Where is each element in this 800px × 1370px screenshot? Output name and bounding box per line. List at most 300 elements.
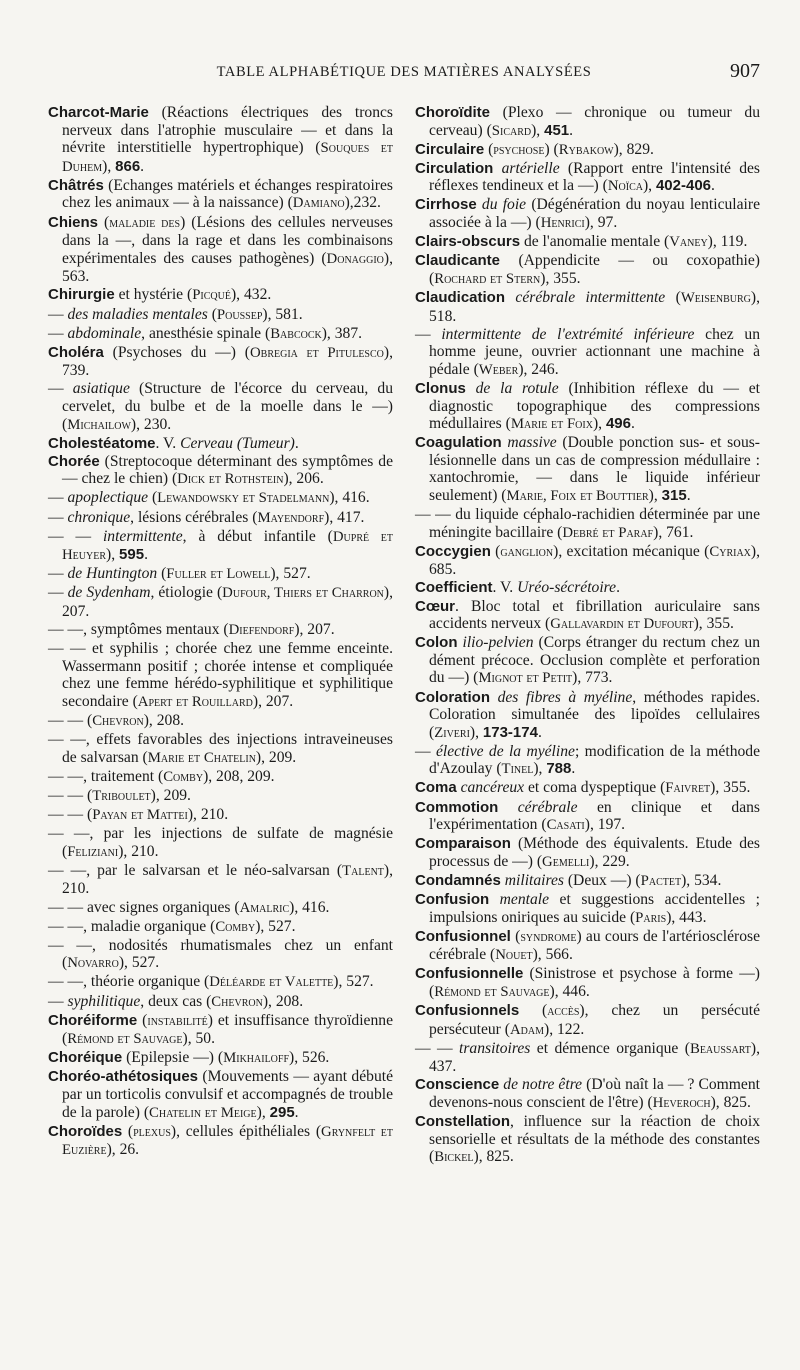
entry-text: .	[571, 760, 576, 778]
author-names: Poussep	[216, 306, 263, 323]
index-entry	[48, 768, 393, 787]
index-columns	[48, 104, 760, 1167]
index-entry	[415, 289, 760, 325]
headword: Confusionnels	[415, 1002, 520, 1020]
author-names: Beaussart	[689, 1040, 751, 1057]
entry-text: .	[294, 1103, 299, 1121]
entry-text: ), 432.	[230, 286, 272, 304]
headword: Claudication	[415, 288, 506, 306]
author-names: Apert et Rouillard	[137, 694, 253, 710]
index-entry	[415, 928, 760, 965]
entry-text: ), 527.	[270, 565, 311, 583]
entry-text: ) (	[544, 140, 559, 158]
author-names: Souques et Duhem	[62, 140, 394, 175]
headword: Choroïdite	[415, 104, 490, 121]
index-entry	[48, 489, 393, 508]
subentry-italic: de la rotule	[475, 379, 559, 397]
author-names: Tinel	[501, 761, 534, 778]
headword: Châtrés	[48, 176, 104, 194]
entry-text: (Echanges matériels et échanges respiratoires chez les animaux — à la naissance) (	[62, 176, 393, 212]
subentry-italic: cancéreux	[460, 779, 525, 797]
entry-text: ), 685.	[429, 542, 760, 579]
entry-text: —	[48, 324, 68, 342]
entry-text: ),	[106, 546, 120, 564]
subentry-italic: massive	[507, 434, 557, 452]
entry-text: ), 26.	[106, 1141, 140, 1159]
index-entry	[48, 787, 393, 806]
subentry-italic: artérielle	[501, 159, 560, 177]
index-entry	[48, 640, 393, 711]
entry-text	[490, 689, 498, 706]
subentry-italic: cérébrale intermittente	[515, 288, 666, 306]
index-entry	[48, 344, 393, 380]
entry-text: ), 208, 209.	[203, 767, 275, 785]
entry-text: de l'anomalie mentale (	[520, 233, 670, 251]
entry-text: ), 739.	[62, 343, 393, 380]
entry-text: , influence sur la réaction de choix sensorielle et résultats de la méthode des constantes (	[429, 1113, 760, 1166]
index-entry	[48, 380, 393, 434]
subentry-italic: Cerveau (Tumeur)	[180, 434, 295, 452]
entry-text: — —, maladie organique (	[48, 917, 216, 935]
entry-text: ), 197.	[584, 816, 626, 834]
entry-text: ),	[256, 1103, 270, 1121]
author-names: Damiano	[292, 195, 345, 212]
author-names: syndrome	[520, 928, 577, 945]
subentry-italic: ilio-pelvien	[462, 634, 534, 652]
entry-text: ), 825.	[473, 1148, 514, 1166]
author-names: Rémond et Sauvage	[67, 1031, 183, 1048]
author-names: Comby	[163, 768, 204, 785]
index-entry	[415, 835, 760, 871]
author-names: Marie et Foix	[510, 416, 593, 433]
entry-text: ), 355.	[710, 779, 751, 797]
subentry-italic: des fibres à myéline	[497, 688, 633, 706]
entry-text: , à début infantile (	[182, 527, 333, 545]
headword: Choréique	[48, 1049, 123, 1067]
author-names: Mignot et Petit	[478, 670, 573, 687]
author-names: Feliziani	[67, 843, 119, 860]
entry-text: , deux cas (	[140, 992, 212, 1010]
entry-text: (	[98, 213, 110, 231]
subentry-italic: apoplectique	[67, 489, 149, 507]
author-names: maladie des	[109, 214, 181, 231]
author-names: Marie et Chatelin	[147, 749, 256, 766]
author-names: Dupré et Heuyer	[62, 528, 393, 564]
entry-text: ), 50.	[182, 1030, 215, 1048]
entry-text: ; modification de la méthode d'Azoulay (	[429, 742, 761, 778]
index-entry	[48, 306, 393, 325]
entry-text: ), 829.	[613, 140, 654, 158]
index-entry	[48, 621, 393, 640]
entry-text: ), 97.	[584, 214, 618, 232]
author-names: Chevron	[211, 993, 263, 1010]
index-entry	[415, 1076, 760, 1112]
index-entry	[48, 453, 393, 489]
left-column	[48, 104, 393, 1167]
author-names: Faivret	[665, 780, 711, 797]
author-names: Michailow	[67, 416, 131, 433]
entry-text: ), 207.	[252, 693, 294, 710]
index-entry	[48, 973, 393, 992]
index-entry	[48, 1049, 393, 1068]
index-entry	[48, 918, 393, 937]
headword: Charcot-Marie	[48, 104, 149, 121]
entry-text: .	[144, 546, 148, 564]
entry-text: ), 761.	[653, 523, 694, 541]
entry-text: ),	[648, 486, 662, 504]
entry-text: ) et insuffisance thyroïdienne (	[62, 1011, 393, 1048]
index-entry	[415, 506, 760, 542]
entry-text: ), 527.	[255, 917, 296, 935]
entry-text: —	[48, 305, 68, 323]
headword: Circulation	[415, 159, 494, 177]
author-names: Sicard	[491, 122, 532, 139]
index-entry	[415, 196, 760, 232]
index-entry	[48, 286, 393, 305]
author-names: Gallavardin et Dufourt	[550, 616, 694, 633]
index-entry	[415, 965, 760, 1001]
index-entry	[48, 1012, 393, 1049]
entry-text: — —	[48, 527, 103, 545]
entry-text: ), 230.	[130, 415, 172, 433]
entry-text: ),	[642, 177, 656, 195]
subentry-italic: intermittente	[102, 527, 183, 545]
entry-text: ), 446.	[549, 983, 590, 1000]
headword: Choroïdes	[48, 1122, 123, 1140]
entry-text: (Structure de l'écorce du cerveau, du cervelet, du bulbe et de la moelle dans le —) (	[62, 380, 393, 433]
page-number: 907	[730, 60, 760, 82]
author-names: Grynfelt et Euzière	[62, 1123, 393, 1159]
page-ref-bold: 496	[605, 415, 631, 433]
index-entry	[415, 233, 760, 252]
entry-text: (Appendicite — ou coxopathie) (	[429, 252, 760, 287]
entry-text: (Epilepsie —) (	[122, 1049, 224, 1067]
author-names: Rochard et Stern	[434, 270, 541, 287]
index-entry	[415, 1002, 760, 1039]
index-entry	[48, 862, 393, 898]
author-names: psychose	[493, 141, 545, 158]
headword: Comparaison	[415, 835, 511, 853]
author-names: Vaney	[669, 234, 708, 251]
page-header	[48, 60, 760, 94]
headword: Cirrhose	[415, 196, 477, 214]
page-ref-bold: 315	[661, 486, 687, 504]
index-entry	[415, 579, 760, 597]
entry-text: —	[48, 992, 68, 1010]
entry-text: —	[415, 325, 442, 343]
entry-text: ),	[533, 760, 547, 778]
entry-text: — — et syphilis ; chorée chez une femme enceinte. Wassermann positif ; chorée intense et compliquée chez une femme hérédo-syphilitique et syphilitique secondaire (	[48, 640, 393, 710]
entry-text: . V.	[155, 434, 181, 452]
author-names: Dufour, Thiers et Charron	[222, 585, 384, 602]
subentry-italic: syphilitique	[67, 992, 141, 1010]
index-entry	[48, 325, 393, 344]
index-entry	[415, 1113, 760, 1167]
author-names: Mikhailoff	[223, 1050, 290, 1067]
entry-text: —	[48, 565, 68, 583]
headword: Conscience	[415, 1076, 500, 1094]
entry-text: — —	[415, 1039, 460, 1057]
entry-text: ), 210.	[187, 806, 229, 824]
page-ref-bold: 788	[546, 760, 572, 778]
entry-text: , étiologie (	[150, 584, 223, 602]
index-entry	[48, 214, 393, 286]
author-names: Mayendorf	[257, 509, 325, 526]
entry-text: ),232.	[344, 194, 381, 212]
entry-text: ), 443.	[666, 908, 707, 926]
author-names: Marie, Foix et Bouttier	[506, 487, 649, 504]
entry-text: .	[616, 579, 620, 597]
entry-text: .	[711, 177, 715, 195]
author-names: Babcock	[270, 325, 322, 342]
entry-text: — —, par les injections de sulfate de magnésie (	[48, 825, 393, 860]
author-names: accès	[547, 1003, 580, 1020]
headword: Chirurgie	[48, 286, 115, 304]
subentry-italic: du foie	[481, 196, 527, 214]
index-entry	[415, 380, 760, 434]
index-entry	[48, 806, 393, 825]
index-entry	[48, 1068, 393, 1122]
author-names: Debré et Paraf	[562, 524, 654, 541]
entry-text: .	[537, 723, 542, 741]
page-ref-bold: 595	[119, 546, 145, 564]
author-names: Dick et Rothstein	[177, 471, 284, 488]
entry-text: —	[48, 584, 68, 602]
entry-text	[493, 160, 501, 177]
entry-text: .	[140, 157, 145, 175]
entry-text: ), 207.	[62, 584, 393, 621]
entry-text: (	[665, 288, 681, 306]
index-entry	[415, 872, 760, 891]
headword: Cœur	[415, 597, 455, 615]
entry-text: (Sinistrose et psychose à forme —) (	[429, 965, 760, 1000]
headword: Coccygien	[415, 542, 491, 560]
index-entry	[48, 937, 393, 973]
entry-text: ),	[469, 723, 483, 741]
author-names: Casati	[546, 817, 585, 834]
entry-text: chez un homme jeune, ouvrier actionnant une machine à pédale (	[429, 325, 761, 378]
index-entry	[415, 799, 760, 835]
entry-text: —	[48, 508, 68, 526]
page-ref-bold: 295	[269, 1103, 295, 1121]
entry-text: ), 416.	[329, 489, 370, 507]
entry-text: ), 122.	[544, 1020, 585, 1038]
entry-text: — —, symptômes mentaux (	[48, 621, 229, 639]
index-entry	[415, 434, 760, 505]
entry-text: — —, par le salvarsan et le néo-salvarsan (	[48, 861, 343, 879]
entry-text: . V.	[492, 579, 518, 597]
right-column	[415, 104, 760, 1167]
subentry-italic: de Sydenham	[67, 584, 151, 602]
entry-text: ), 209.	[255, 748, 297, 766]
author-names: Adam	[509, 1021, 544, 1038]
entry-text: ), cellules épithéliales (	[170, 1122, 322, 1140]
index-entry	[48, 177, 393, 213]
index-entry	[48, 565, 393, 584]
running-title: TABLE ALPHABÉTIQUE DES MATIÈRES ANALYSÉES	[216, 64, 592, 80]
entry-text: ), excitation mécanique (	[553, 542, 710, 560]
index-entry	[48, 993, 393, 1012]
author-names: Diefendorf	[228, 622, 295, 639]
subentry-italic: des maladies mentales	[67, 305, 208, 323]
index-entry	[48, 584, 393, 620]
index-entry	[48, 509, 393, 528]
entry-text: ), 355.	[693, 615, 734, 633]
page-ref-bold: 173-174	[482, 723, 538, 741]
entry-text: et démence organique (	[530, 1039, 690, 1057]
headword: Confusion	[415, 891, 490, 909]
headword: Claudicante	[415, 252, 501, 270]
entry-text: ), 229.	[589, 852, 630, 870]
entry-text: — — du liquide céphalo-rachidien déterminée par une méningite bacillaire (	[415, 506, 760, 541]
subentry-italic: abdominale	[67, 324, 142, 342]
headword: Chorée	[48, 452, 100, 470]
author-names: Cyriax	[709, 543, 751, 560]
entry-text: — — (	[48, 786, 93, 804]
subentry-italic: transitoires	[459, 1039, 531, 1057]
index-entry	[48, 528, 393, 565]
entry-text: ), 207.	[294, 621, 335, 639]
entry-text: (Plexo — chronique ou tumeur du cerveau) (	[429, 104, 760, 139]
entry-text: (	[137, 1011, 148, 1029]
entry-text: ) (Lésions des cellules nerveuses dans la —, dans la rage et dans les combinaisons expérimentales des causes pathogènes) (	[62, 213, 393, 267]
entry-text: ),	[102, 157, 116, 175]
entry-text: .	[686, 486, 691, 504]
author-names: Ziveri	[434, 724, 470, 741]
entry-text: ), 417.	[324, 508, 365, 526]
entry-text	[505, 289, 515, 306]
entry-text: — —, traitement (	[48, 767, 164, 785]
author-names: Heveroch	[652, 1095, 711, 1112]
entry-text: et coma dyspeptique (	[524, 779, 666, 797]
headword: Clonus	[415, 379, 466, 397]
entry-text: ), 773.	[572, 669, 613, 687]
entry-text: (Méthode des équivalents. Etude des processus de —) (	[429, 835, 760, 870]
index-entry	[48, 731, 393, 767]
headword: Condamnés	[415, 871, 501, 889]
headword: Choléra	[48, 343, 104, 361]
entry-text: ), 527.	[333, 973, 374, 991]
author-names: Talent	[342, 862, 384, 879]
index-entry	[415, 743, 760, 779]
entry-text: (Deux —) (	[563, 871, 641, 889]
headword: Commotion	[415, 798, 499, 816]
author-names: Chevron	[92, 713, 144, 730]
entry-text: (Rapport entre l'intensité des réflexes tendineux et la —) (	[429, 159, 761, 195]
entry-text: .	[630, 415, 635, 433]
index-entry	[415, 689, 760, 743]
index-entry	[48, 435, 393, 453]
entry-text: ) au cours de l'artériosclérose cérébrale (	[429, 927, 761, 964]
author-names: Amalric	[239, 899, 290, 916]
author-names: Weber	[478, 361, 519, 378]
entry-text: — —, effets favorables des injections intraveineuses de salvarsan (	[48, 731, 393, 766]
index-entry	[415, 104, 760, 140]
subentry-italic: de notre être	[503, 1076, 583, 1094]
author-names: Gemelli	[542, 853, 590, 870]
author-names: Pactet	[640, 872, 682, 889]
entry-text: (Double ponction sus- et sous-lésionnelle dans un cas de compression médullaire : xantochromie, — dans le liquide inférieur seulement) (	[429, 434, 760, 504]
index-entry	[415, 252, 760, 288]
entry-text: ), 437.	[429, 1039, 760, 1076]
page-ref-bold: 866	[115, 157, 141, 175]
entry-text: ), 208.	[262, 992, 304, 1010]
entry-text: ), chez un persécuté persécuteur (	[429, 1002, 760, 1038]
entry-text: ), 119.	[707, 233, 748, 251]
index-entry	[415, 543, 760, 579]
entry-text: ), 518.	[429, 288, 760, 325]
subentry-italic: cérébrale	[517, 798, 578, 816]
author-names: Comby	[215, 918, 256, 935]
entry-text: (	[484, 140, 494, 158]
index-entry	[415, 1040, 760, 1076]
entry-text: ),	[531, 121, 545, 139]
author-names: Novarro	[67, 955, 119, 972]
entry-text: en clinique et dans l'expérimentation (	[429, 798, 760, 834]
entry-text: (Corps étranger du rectum chez un dément précoce. Occlusion complète et perforation du —) (	[429, 634, 760, 687]
entry-text: ), 527.	[118, 954, 160, 972]
index-entry	[415, 598, 760, 634]
author-names: Picqué	[192, 287, 231, 304]
entry-text: .	[569, 121, 574, 139]
entry-text: ), 534.	[681, 871, 722, 889]
author-names: Obregia et Pitulesco	[249, 344, 384, 361]
author-names: Paris	[635, 909, 667, 926]
index-entry	[48, 825, 393, 861]
entry-text: (	[157, 565, 167, 583]
entry-text: —	[415, 742, 436, 760]
headword: Cholestéatome	[48, 434, 156, 452]
subentry-italic: élective de la myéline	[435, 742, 575, 760]
author-names: Bickel	[434, 1149, 474, 1166]
entry-text	[489, 891, 500, 908]
entry-text: (	[148, 489, 158, 507]
author-names: Déléarde et Valette	[209, 974, 334, 991]
subentry-italic: mentale	[499, 891, 550, 909]
author-names: Fuller et Lowell	[166, 566, 271, 583]
entry-text: ), 387.	[321, 324, 363, 342]
entry-text: — —, théorie organique (	[48, 973, 210, 991]
entry-text: (	[207, 305, 217, 323]
entry-text: (	[490, 542, 501, 560]
index-entry	[415, 326, 760, 380]
entry-text: ), 825.	[710, 1094, 751, 1112]
headword: Coefficient	[415, 579, 493, 597]
headword: Choréiforme	[48, 1011, 138, 1029]
entry-text: ), 206.	[283, 470, 324, 488]
author-names: Payan et Mattei	[92, 807, 188, 824]
author-names: Noïca	[607, 178, 643, 195]
entry-text: — —, nodosités rhumatismales chez un enfant (	[48, 936, 393, 972]
index-entry	[48, 104, 393, 176]
entry-text: — — avec signes organiques (	[48, 898, 240, 916]
entry-text	[498, 799, 517, 816]
headword: Coma	[415, 779, 457, 797]
entry-text: et hystérie (	[114, 286, 193, 304]
index-entry	[415, 141, 760, 160]
entry-text: ), 581.	[262, 305, 303, 323]
entry-text: ), 246.	[518, 360, 559, 378]
headword: Coloration	[415, 688, 490, 706]
headword: Circulaire	[415, 140, 485, 158]
subentry-italic: de Huntington	[67, 565, 158, 583]
author-names: Chatelin et Meige	[149, 1104, 257, 1121]
author-names: instabilité	[147, 1012, 208, 1029]
headword: Coagulation	[415, 434, 502, 452]
author-names: Nouet	[495, 947, 533, 964]
entry-text: (D'où naît la — ? Comment devenons-nous conscient de l'être) (	[429, 1076, 760, 1112]
entry-text: (Streptocoque déterminant des symptômes de — chez le chien) (	[62, 452, 393, 488]
